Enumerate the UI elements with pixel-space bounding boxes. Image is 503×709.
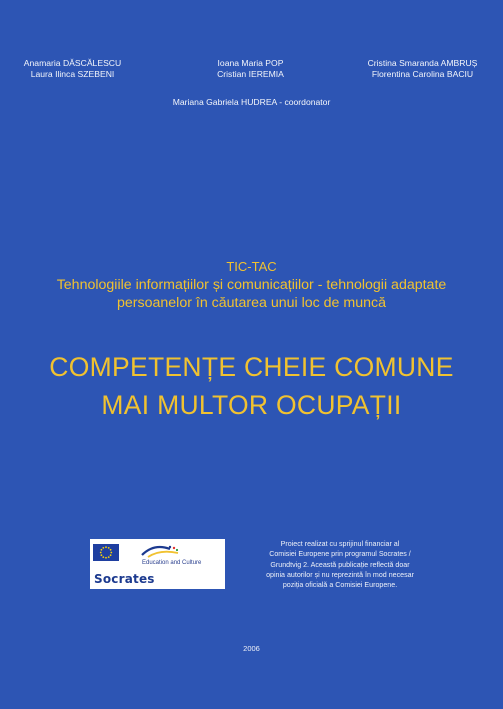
author-name: Cristina Smaranda AMBRUȘ — [367, 58, 478, 68]
project-acronym: TIC-TAC — [226, 259, 277, 274]
main-title-line2: MAI MULTOR OCUPAȚII — [101, 390, 402, 420]
author-name: Ioana Maria POP — [217, 58, 284, 68]
project-block — [0, 258, 503, 312]
disclaimer-line: poziția oficială a Comisiei Europene. — [282, 581, 398, 590]
author-name: Cristian IEREMIA — [217, 69, 284, 79]
disclaimer-line: Proiect realizat cu sprijinul financiar al — [280, 540, 400, 548]
publication-year: 2006 — [243, 644, 260, 653]
eu-flag-icon — [93, 544, 119, 561]
project-name-line1: Tehnologiile informațiilor și comunicațiilor - tehnologii adaptate — [56, 277, 447, 293]
authors-column-left — [10, 58, 135, 80]
socrates-logo — [90, 539, 225, 589]
author-name: Anamaria DĂSCĂLESCU — [23, 58, 122, 68]
disclaimer-line: Comisiei Europene prin programul Socrates / — [269, 550, 411, 559]
coordinator-name: Mariana Gabriela HUDREA - coordonator — [172, 97, 331, 107]
disclaimer-line: Grundtvig 2. Această publicație reflectă doar — [270, 560, 410, 569]
authors-column-right — [350, 58, 495, 80]
author-name: Florentina Carolina BACIU — [371, 69, 474, 79]
main-title-line1: COMPETENȚE CHEIE COMUNE — [49, 352, 454, 382]
project-name-line2: persoanelor în căutarea unui loc de muncă — [117, 295, 386, 311]
main-title — [0, 348, 503, 424]
disclaimer-line: opinia autorilor și nu reprezintă în mod necesar — [266, 570, 414, 579]
authors-column-center — [188, 58, 313, 80]
funding-disclaimer — [247, 539, 433, 590]
socrates-wordmark: Socrates — [94, 572, 155, 586]
author-name: Laura Ilinca SZEBENI — [30, 69, 115, 79]
education-culture-swoosh-icon — [140, 541, 182, 561]
education-culture-label: Education and Culture — [142, 560, 202, 566]
